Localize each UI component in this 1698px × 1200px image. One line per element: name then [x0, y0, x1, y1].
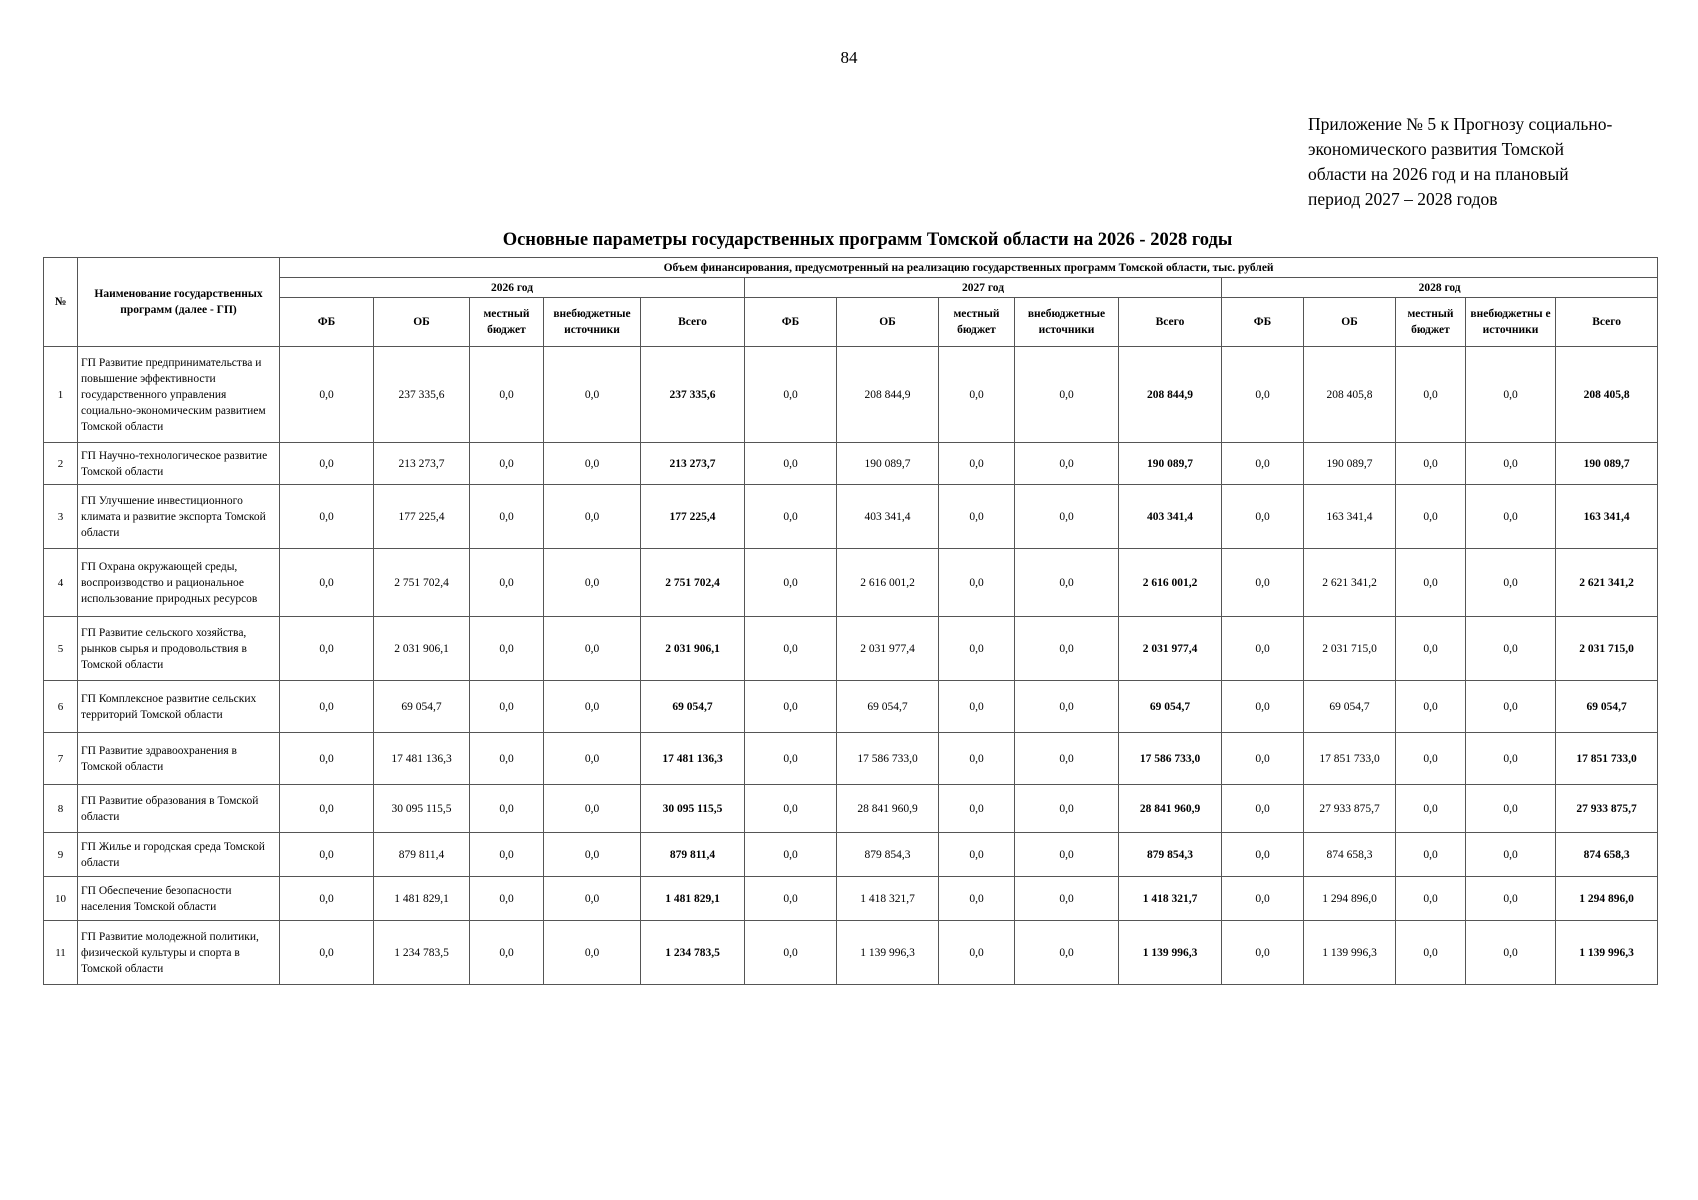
- value-cell-ob: 879 854,3: [837, 833, 939, 877]
- value-cell-ob: 17 481 136,3: [374, 733, 470, 785]
- row-number: 4: [44, 549, 78, 617]
- value-cell-fb: 0,0: [745, 733, 837, 785]
- value-cell-extrabudgetary: 0,0: [544, 617, 641, 681]
- program-name: ГП Развитие образования в Томской области: [78, 785, 280, 833]
- value-cell-fb: 0,0: [745, 681, 837, 733]
- value-cell-local-budget: 0,0: [1396, 443, 1466, 485]
- value-cell-ob: 163 341,4: [1304, 485, 1396, 549]
- value-cell-total: 190 089,7: [1556, 443, 1658, 485]
- value-cell-local-budget: 0,0: [470, 877, 544, 921]
- value-cell-total: 190 089,7: [1119, 443, 1222, 485]
- value-cell-local-budget: 0,0: [1396, 549, 1466, 617]
- value-cell-ob: 30 095 115,5: [374, 785, 470, 833]
- value-cell-total: 1 481 829,1: [641, 877, 745, 921]
- value-cell-total: 69 054,7: [1119, 681, 1222, 733]
- value-cell-extrabudgetary: 0,0: [544, 443, 641, 485]
- value-cell-extrabudgetary: 0,0: [544, 785, 641, 833]
- appendix-line: Приложение № 5 к Прогнозу социально-: [1308, 114, 1613, 134]
- value-cell-fb: 0,0: [1222, 549, 1304, 617]
- value-cell-fb: 0,0: [745, 833, 837, 877]
- value-cell-local-budget: 0,0: [1396, 733, 1466, 785]
- value-cell-ob: 190 089,7: [837, 443, 939, 485]
- value-cell-fb: 0,0: [745, 443, 837, 485]
- value-cell-extrabudgetary: 0,0: [544, 833, 641, 877]
- value-cell-total: 2 031 977,4: [1119, 617, 1222, 681]
- value-cell-ob: 17 851 733,0: [1304, 733, 1396, 785]
- subcol-header-ob: ОБ: [374, 298, 470, 347]
- value-cell-fb: 0,0: [280, 877, 374, 921]
- value-cell-local-budget: 0,0: [939, 617, 1015, 681]
- value-cell-extrabudgetary: 0,0: [1466, 921, 1556, 985]
- value-cell-local-budget: 0,0: [1396, 617, 1466, 681]
- value-cell-extrabudgetary: 0,0: [1015, 485, 1119, 549]
- value-cell-ob: 28 841 960,9: [837, 785, 939, 833]
- value-cell-ob: 874 658,3: [1304, 833, 1396, 877]
- value-cell-extrabudgetary: 0,0: [1466, 549, 1556, 617]
- program-name: ГП Улучшение инвестиционного климата и развитие экспорта Томской области: [78, 485, 280, 549]
- program-name: ГП Развитие предпринимательства и повышение эффективности государственного управления социально-экономическим развитием Томской области: [78, 347, 280, 443]
- value-cell-local-budget: 0,0: [1396, 833, 1466, 877]
- value-cell-fb: 0,0: [745, 347, 837, 443]
- program-name: ГП Развитие сельского хозяйства, рынков сырья и продовольствия в Томской области: [78, 617, 280, 681]
- value-cell-extrabudgetary: 0,0: [1015, 921, 1119, 985]
- value-cell-fb: 0,0: [745, 877, 837, 921]
- value-cell-ob: 17 586 733,0: [837, 733, 939, 785]
- value-cell-total: 1 139 996,3: [1119, 921, 1222, 985]
- subcol-header-ob: ОБ: [1304, 298, 1396, 347]
- value-cell-local-budget: 0,0: [470, 921, 544, 985]
- value-cell-extrabudgetary: 0,0: [1015, 785, 1119, 833]
- value-cell-extrabudgetary: 0,0: [1015, 681, 1119, 733]
- value-cell-ob: 69 054,7: [837, 681, 939, 733]
- year-header-2027: 2027 год: [745, 278, 1222, 298]
- value-cell-total: 163 341,4: [1556, 485, 1658, 549]
- value-cell-ob: 2 031 906,1: [374, 617, 470, 681]
- value-cell-total: 69 054,7: [641, 681, 745, 733]
- value-cell-local-budget: 0,0: [1396, 921, 1466, 985]
- value-cell-ob: 69 054,7: [1304, 681, 1396, 733]
- subcol-header-total: Всего: [1556, 298, 1658, 347]
- value-cell-local-budget: 0,0: [470, 485, 544, 549]
- year-header-2026: 2026 год: [280, 278, 745, 298]
- value-cell-total: 208 844,9: [1119, 347, 1222, 443]
- table-row: [44, 833, 1658, 877]
- value-cell-fb: 0,0: [745, 617, 837, 681]
- value-cell-total: 2 616 001,2: [1119, 549, 1222, 617]
- subcol-header-ob: ОБ: [837, 298, 939, 347]
- row-number: 6: [44, 681, 78, 733]
- value-cell-ob: 27 933 875,7: [1304, 785, 1396, 833]
- value-cell-ob: 237 335,6: [374, 347, 470, 443]
- subcol-header-extrabudgetary: внебюджетные источники: [1015, 298, 1119, 347]
- row-number: 5: [44, 617, 78, 681]
- value-cell-extrabudgetary: 0,0: [544, 485, 641, 549]
- value-cell-total: 2 031 906,1: [641, 617, 745, 681]
- value-cell-local-budget: 0,0: [470, 785, 544, 833]
- value-cell-total: 2 031 715,0: [1556, 617, 1658, 681]
- programs-table: [43, 257, 1658, 985]
- value-cell-ob: 208 405,8: [1304, 347, 1396, 443]
- value-cell-ob: 213 273,7: [374, 443, 470, 485]
- value-cell-extrabudgetary: 0,0: [1015, 443, 1119, 485]
- value-cell-local-budget: 0,0: [939, 443, 1015, 485]
- value-cell-fb: 0,0: [280, 485, 374, 549]
- value-cell-total: 874 658,3: [1556, 833, 1658, 877]
- value-cell-local-budget: 0,0: [1396, 785, 1466, 833]
- value-cell-local-budget: 0,0: [939, 877, 1015, 921]
- value-cell-extrabudgetary: 0,0: [1466, 443, 1556, 485]
- value-cell-fb: 0,0: [280, 733, 374, 785]
- value-cell-fb: 0,0: [1222, 681, 1304, 733]
- appendix-note: [1308, 112, 1668, 212]
- volume-header: Объем финансирования, предусмотренный на реализацию государственных программ Томской области, тыс. рублей: [280, 258, 1658, 278]
- value-cell-ob: 1 481 829,1: [374, 877, 470, 921]
- subcol-header-extrabudgetary: внебюджетны е источники: [1466, 298, 1556, 347]
- value-cell-ob: 69 054,7: [374, 681, 470, 733]
- table-row: [44, 485, 1658, 549]
- program-name: ГП Развитие молодежной политики, физической культуры и спорта в Томской области: [78, 921, 280, 985]
- value-cell-extrabudgetary: 0,0: [1466, 617, 1556, 681]
- value-cell-ob: 2 031 977,4: [837, 617, 939, 681]
- value-cell-fb: 0,0: [280, 347, 374, 443]
- value-cell-ob: 879 811,4: [374, 833, 470, 877]
- document-title: Основные параметры государственных программ Томской области на 2026 - 2028 годы: [502, 230, 1233, 250]
- value-cell-total: 403 341,4: [1119, 485, 1222, 549]
- value-cell-extrabudgetary: 0,0: [1466, 877, 1556, 921]
- value-cell-fb: 0,0: [280, 549, 374, 617]
- value-cell-total: 69 054,7: [1556, 681, 1658, 733]
- value-cell-local-budget: 0,0: [939, 921, 1015, 985]
- value-cell-ob: 2 751 702,4: [374, 549, 470, 617]
- value-cell-ob: 190 089,7: [1304, 443, 1396, 485]
- year-header-2028: 2028 год: [1222, 278, 1658, 298]
- value-cell-extrabudgetary: 0,0: [1466, 733, 1556, 785]
- value-cell-total: 879 811,4: [641, 833, 745, 877]
- value-cell-fb: 0,0: [280, 681, 374, 733]
- program-name: ГП Научно-технологическое развитие Томской области: [78, 443, 280, 485]
- value-cell-local-budget: 0,0: [470, 733, 544, 785]
- subcol-header-local-budget: местный бюджет: [470, 298, 544, 347]
- value-cell-fb: 0,0: [280, 833, 374, 877]
- value-cell-total: 1 418 321,7: [1119, 877, 1222, 921]
- value-cell-local-budget: 0,0: [939, 347, 1015, 443]
- value-cell-total: 17 586 733,0: [1119, 733, 1222, 785]
- row-number: 11: [44, 921, 78, 985]
- value-cell-total: 213 273,7: [641, 443, 745, 485]
- subcol-header-fb: ФБ: [1222, 298, 1304, 347]
- value-cell-fb: 0,0: [1222, 347, 1304, 443]
- value-cell-fb: 0,0: [1222, 617, 1304, 681]
- value-cell-ob: 2 031 715,0: [1304, 617, 1396, 681]
- value-cell-local-budget: 0,0: [1396, 877, 1466, 921]
- value-cell-local-budget: 0,0: [939, 549, 1015, 617]
- value-cell-local-budget: 0,0: [939, 833, 1015, 877]
- table-row: [44, 443, 1658, 485]
- value-cell-fb: 0,0: [745, 549, 837, 617]
- value-cell-fb: 0,0: [1222, 733, 1304, 785]
- value-cell-ob: 1 294 896,0: [1304, 877, 1396, 921]
- value-cell-extrabudgetary: 0,0: [544, 921, 641, 985]
- value-cell-fb: 0,0: [1222, 785, 1304, 833]
- value-cell-fb: 0,0: [1222, 443, 1304, 485]
- subcol-header-total: Всего: [1119, 298, 1222, 347]
- value-cell-extrabudgetary: 0,0: [544, 733, 641, 785]
- program-name: ГП Развитие здравоохранения в Томской области: [78, 733, 280, 785]
- value-cell-fb: 0,0: [280, 617, 374, 681]
- value-cell-extrabudgetary: 0,0: [1015, 617, 1119, 681]
- value-cell-extrabudgetary: 0,0: [1015, 877, 1119, 921]
- value-cell-fb: 0,0: [1222, 833, 1304, 877]
- subcol-header-fb: ФБ: [745, 298, 837, 347]
- row-number: 8: [44, 785, 78, 833]
- value-cell-extrabudgetary: 0,0: [1466, 347, 1556, 443]
- table-row: [44, 549, 1658, 617]
- value-cell-total: 2 621 341,2: [1556, 549, 1658, 617]
- value-cell-ob: 1 139 996,3: [837, 921, 939, 985]
- value-cell-local-budget: 0,0: [470, 833, 544, 877]
- subcol-header-extrabudgetary: внебюджетные источники: [544, 298, 641, 347]
- program-name: ГП Обеспечение безопасности населения Томской области: [78, 877, 280, 921]
- value-cell-extrabudgetary: 0,0: [544, 877, 641, 921]
- value-cell-total: 879 854,3: [1119, 833, 1222, 877]
- value-cell-local-budget: 0,0: [939, 785, 1015, 833]
- value-cell-total: 237 335,6: [641, 347, 745, 443]
- value-cell-fb: 0,0: [1222, 921, 1304, 985]
- value-cell-ob: 403 341,4: [837, 485, 939, 549]
- value-cell-local-budget: 0,0: [939, 485, 1015, 549]
- value-cell-local-budget: 0,0: [470, 347, 544, 443]
- value-cell-ob: 1 234 783,5: [374, 921, 470, 985]
- value-cell-total: 17 481 136,3: [641, 733, 745, 785]
- table-row: [44, 785, 1658, 833]
- subcol-header-local-budget: местный бюджет: [939, 298, 1015, 347]
- value-cell-local-budget: 0,0: [939, 733, 1015, 785]
- value-cell-total: 1 139 996,3: [1556, 921, 1658, 985]
- value-cell-local-budget: 0,0: [939, 681, 1015, 733]
- value-cell-extrabudgetary: 0,0: [1015, 833, 1119, 877]
- value-cell-local-budget: 0,0: [470, 549, 544, 617]
- value-cell-extrabudgetary: 0,0: [1466, 833, 1556, 877]
- subcol-header-fb: ФБ: [280, 298, 374, 347]
- page-number: 84: [840, 48, 858, 67]
- value-cell-total: 27 933 875,7: [1556, 785, 1658, 833]
- value-cell-total: 1 234 783,5: [641, 921, 745, 985]
- col-header-name: Наименование государственных программ (далее - ГП): [78, 258, 280, 347]
- appendix-line: период 2027 – 2028 годов: [1308, 189, 1498, 209]
- value-cell-local-budget: 0,0: [470, 617, 544, 681]
- value-cell-fb: 0,0: [1222, 485, 1304, 549]
- value-cell-total: 17 851 733,0: [1556, 733, 1658, 785]
- table-row: [44, 681, 1658, 733]
- value-cell-ob: 177 225,4: [374, 485, 470, 549]
- value-cell-local-budget: 0,0: [1396, 347, 1466, 443]
- value-cell-extrabudgetary: 0,0: [1466, 785, 1556, 833]
- value-cell-fb: 0,0: [280, 921, 374, 985]
- subcol-header-total: Всего: [641, 298, 745, 347]
- row-number: 1: [44, 347, 78, 443]
- col-header-number: №: [44, 258, 78, 347]
- value-cell-fb: 0,0: [745, 485, 837, 549]
- row-number: 9: [44, 833, 78, 877]
- value-cell-ob: 1 139 996,3: [1304, 921, 1396, 985]
- value-cell-local-budget: 0,0: [1396, 485, 1466, 549]
- value-cell-fb: 0,0: [280, 443, 374, 485]
- value-cell-ob: 2 621 341,2: [1304, 549, 1396, 617]
- value-cell-local-budget: 0,0: [470, 681, 544, 733]
- value-cell-ob: 208 844,9: [837, 347, 939, 443]
- value-cell-fb: 0,0: [745, 785, 837, 833]
- appendix-line: экономического развития Томской: [1308, 139, 1564, 159]
- value-cell-extrabudgetary: 0,0: [544, 347, 641, 443]
- value-cell-fb: 0,0: [280, 785, 374, 833]
- row-number: 7: [44, 733, 78, 785]
- value-cell-local-budget: 0,0: [1396, 681, 1466, 733]
- table-row: [44, 347, 1658, 443]
- value-cell-total: 208 405,8: [1556, 347, 1658, 443]
- appendix-line: области на 2026 год и на плановый: [1308, 164, 1569, 184]
- table-row: [44, 921, 1658, 985]
- value-cell-total: 28 841 960,9: [1119, 785, 1222, 833]
- program-name: ГП Комплексное развитие сельских территорий Томской области: [78, 681, 280, 733]
- value-cell-extrabudgetary: 0,0: [1015, 347, 1119, 443]
- value-cell-total: 30 095 115,5: [641, 785, 745, 833]
- value-cell-extrabudgetary: 0,0: [1466, 485, 1556, 549]
- value-cell-total: 1 294 896,0: [1556, 877, 1658, 921]
- value-cell-total: 2 751 702,4: [641, 549, 745, 617]
- value-cell-extrabudgetary: 0,0: [1015, 549, 1119, 617]
- value-cell-local-budget: 0,0: [470, 443, 544, 485]
- value-cell-ob: 2 616 001,2: [837, 549, 939, 617]
- value-cell-fb: 0,0: [745, 921, 837, 985]
- table-row: [44, 617, 1658, 681]
- table-row: [44, 733, 1658, 785]
- program-name: ГП Охрана окружающей среды, воспроизводство и рациональное использование природных ресурсов: [78, 549, 280, 617]
- value-cell-extrabudgetary: 0,0: [1466, 681, 1556, 733]
- row-number: 3: [44, 485, 78, 549]
- value-cell-extrabudgetary: 0,0: [544, 681, 641, 733]
- subcol-header-local-budget: местный бюджет: [1396, 298, 1466, 347]
- program-name: ГП Жилье и городская среда Томской области: [78, 833, 280, 877]
- row-number: 10: [44, 877, 78, 921]
- value-cell-extrabudgetary: 0,0: [1015, 733, 1119, 785]
- row-number: 2: [44, 443, 78, 485]
- value-cell-fb: 0,0: [1222, 877, 1304, 921]
- value-cell-total: 177 225,4: [641, 485, 745, 549]
- value-cell-ob: 1 418 321,7: [837, 877, 939, 921]
- value-cell-extrabudgetary: 0,0: [544, 549, 641, 617]
- table-row: [44, 877, 1658, 921]
